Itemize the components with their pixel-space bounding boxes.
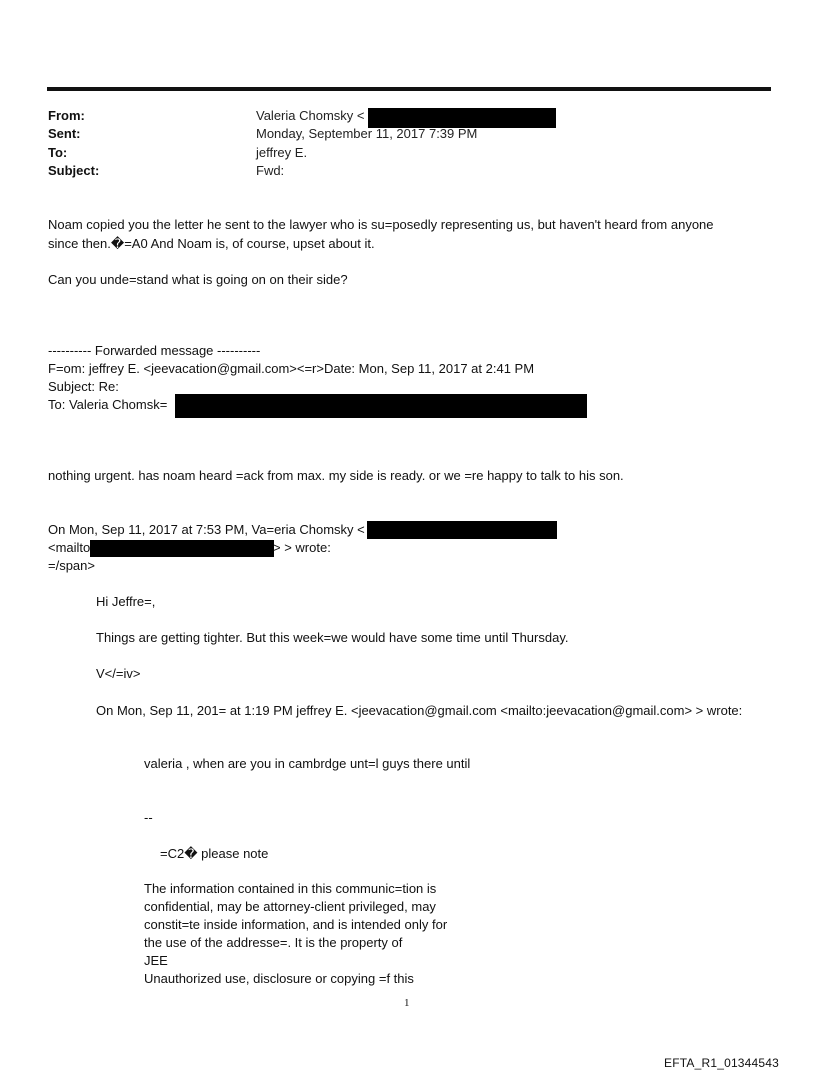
body-para1-line1: Noam copied you the letter he sent to the lawyer who is su=posedly representing us, but haven't heard from anyone [48, 217, 714, 232]
quote1-header-line2b: > > wrote: [273, 540, 331, 555]
quote1-text: Things are getting tighter. But this week=we would have some time until Thursday. [96, 630, 569, 645]
forwarded-from: F=om: jeffrey E. <jeevacation@gmail.com><=r>Date: Mon, Sep 11, 2017 at 2:41 PM [48, 361, 535, 376]
forwarded-divider: ---------- Forwarded message ---------- [48, 343, 261, 358]
redaction-forwarded-to [175, 394, 587, 418]
from-value: Valeria Chomsky < [256, 108, 365, 123]
redaction-quote1-email [367, 521, 557, 539]
quote1-header-line1: On Mon, Sep 11, 2017 at 7:53 PM, Va=eria Chomsky < [48, 522, 365, 537]
sent-label: Sent: [48, 126, 81, 141]
disclaimer-line: JEE [144, 953, 168, 968]
subject-value: Fwd: [256, 163, 285, 178]
quote1-header-line3: =/span> [48, 558, 95, 573]
disclaimer-line: confidential, may be attorney-client privileged, may [144, 899, 436, 914]
disclaimer-line: the use of the addresse=. It is the property of [144, 935, 403, 950]
redaction-from-email [368, 108, 556, 128]
forwarded-subject: Subject: Re: [48, 379, 119, 394]
body-para2: Can you unde=stand what is going on on their side? [48, 272, 348, 287]
to-label: To: [48, 145, 68, 160]
reply-text: nothing urgent. has noam heard =ack from max. my side is ready. or we =re happy to talk to his son. [48, 468, 624, 483]
page-number: 1 [404, 997, 410, 1009]
sent-value: Monday, September 11, 2017 7:39 PM [256, 126, 478, 141]
document-id: EFTA_R1_01344543 [664, 1056, 780, 1070]
signature-note: =C2� please note [160, 846, 269, 861]
quote2-text: valeria , when are you in cambrdge unt=l guys there until [144, 756, 471, 771]
quote2-header: On Mon, Sep 11, 201= at 1:19 PM jeffrey E. <jeevacation@gmail.com <mailto:jeevacation@gmail.com> > wrote: [96, 703, 743, 718]
from-label: From: [48, 108, 85, 123]
header-rule [47, 87, 771, 91]
quote1-header-line2a: <mailto [48, 540, 91, 555]
redaction-quote1-mailto [90, 540, 274, 557]
quote1-greeting: Hi Jeffre=, [96, 594, 156, 609]
forwarded-to: To: Valeria Chomsk= [48, 397, 168, 412]
disclaimer-line: constit=te inside information, and is intended only for [144, 917, 448, 932]
subject-label: Subject: [48, 163, 100, 178]
to-value: jeffrey E. [256, 145, 308, 160]
quote1-signoff: V</=iv> [96, 666, 141, 681]
disclaimer-line: Unauthorized use, disclosure or copying =f this [144, 971, 414, 986]
signature-dashes: -- [144, 810, 153, 825]
disclaimer-line: The information contained in this communic=tion is [144, 881, 437, 896]
body-para1-line2: since then.�=A0 And Noam is, of course, upset about it. [48, 236, 375, 251]
